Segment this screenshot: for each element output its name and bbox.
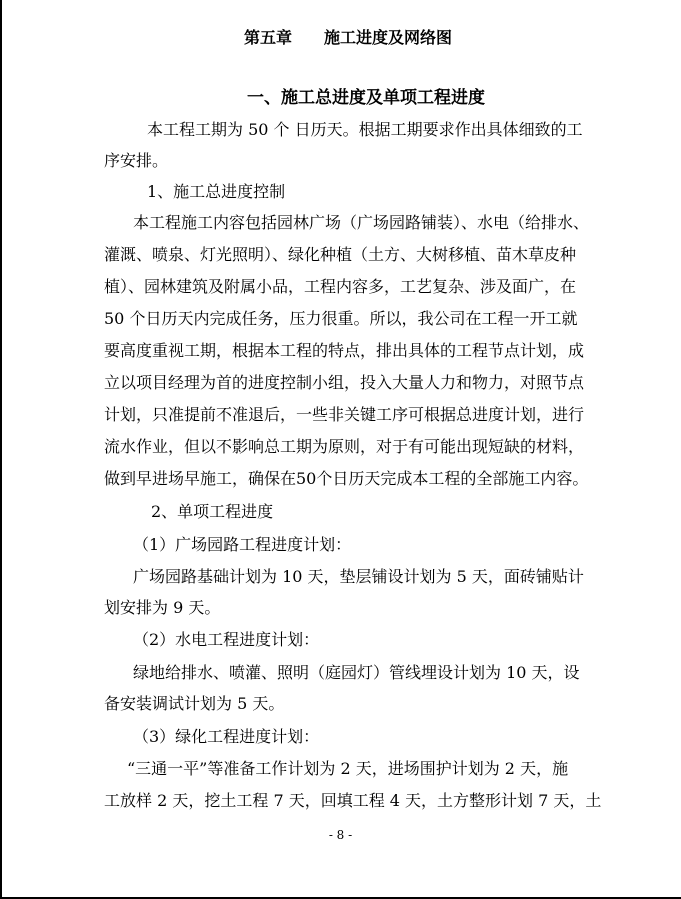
subheading-water-electric: （2）水电工程进度计划： [133,630,320,649]
body-line-5: 灌溉、喷泉、灯光照明）、绿化种植（土方、大树移植、苗木草皮种 [104,245,577,264]
subsection-heading-1: 1、施工总进度控制 [147,182,286,201]
page-number: - 8 - [328,828,353,842]
body-line-19: 备安装调试计划为 5 天。 [104,694,285,713]
body-line-2: 序安排。 [104,151,169,170]
body-line-7: 50 个日历天内完成任务，压力很重。所以，我公司在工程一开工就 [104,309,578,328]
body-line-11: 流水作业，但以不影响总工期为原则，对于有可能出现短缺的材料， [104,437,585,456]
section-title: 一、施工总进度及单项工程进度 [247,88,485,108]
body-line-4: 本工程施工内容包括园林广场（广场园路铺装）、水电（给排水、 [133,213,590,232]
chapter-title: 第五章 施工进度及网络图 [244,28,453,47]
body-line-8: 要高度重视工期，根据本工程的特点，排出具体的工程节点计划，成 [104,341,585,360]
body-line-12: 做到早进场早施工，确保在50个日历天完成本工程的全部施工内容。 [104,469,589,488]
subsection-heading-2: 2、单项工程进度 [151,502,274,521]
body-line-6: 植）、园林建筑及附属小品，工程内容多，工艺复杂、涉及面广，在 [104,277,577,296]
subheading-greening: （3）绿化工程进度计划： [133,727,320,746]
body-line-16: 划安排为 9 天。 [104,598,221,617]
body-line-9: 立以项目经理为首的进度控制小组，投入大量人力和物力，对照节点 [104,373,585,392]
body-line-21: “三通一平”等准备工作计划为 2 天，进场围护计划为 2 天，施 [127,759,569,778]
subheading-plaza-roads: （1）广场园路工程进度计划： [133,535,352,554]
page-left-border [0,0,2,899]
body-line-18: 绿地给排水、喷灌、照明（庭园灯）管线埋设计划为 10 天，设 [133,663,580,682]
body-line-15: 广场园路基础计划为 10 天，垫层铺设计划为 5 天，面砖铺贴计 [133,567,584,586]
body-line-22: 工放样 2 天，挖土工程 7 天，回填工程 4 天，土方整形计划 7 天，土 [104,791,602,810]
body-line-1: 本工程工期为 50 个 日历天。根据工期要求作出具体细致的工 [147,120,583,139]
body-line-10: 计划，只准提前不准退后，一些非关键工序可根据总进度计划，进行 [104,405,585,424]
